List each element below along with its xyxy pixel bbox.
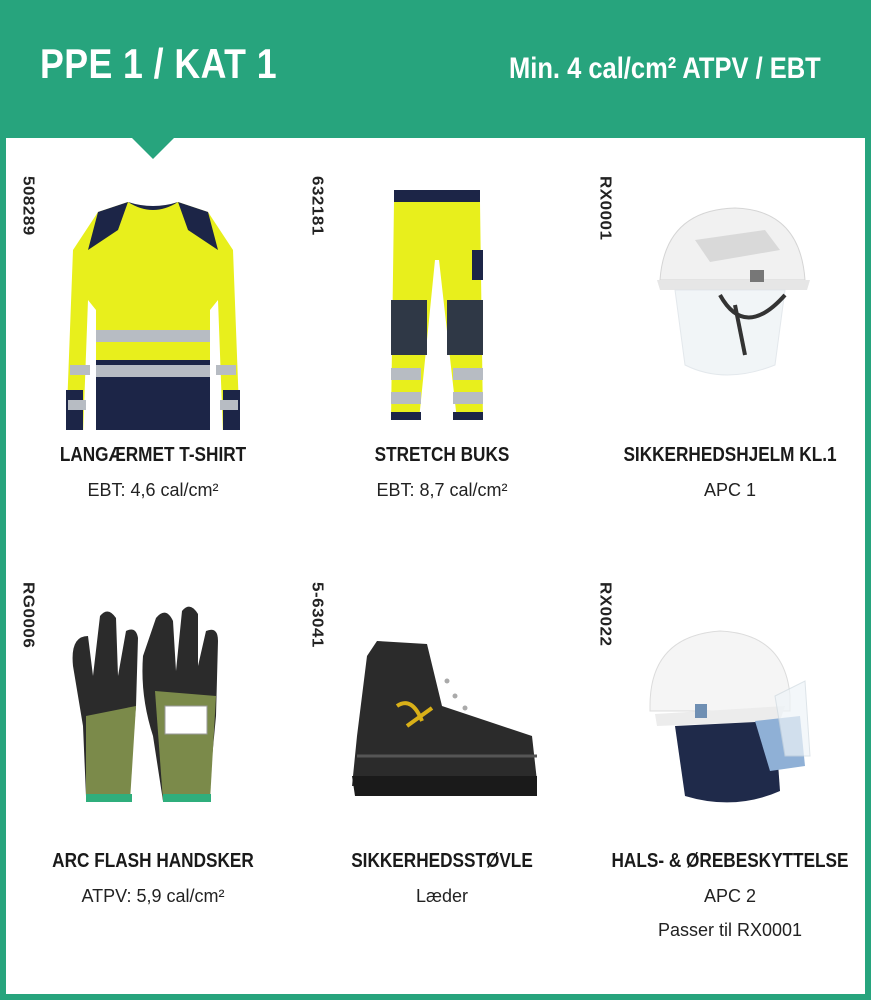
product-card	[297, 546, 587, 946]
helmet-neck-guard-icon	[635, 596, 825, 836]
product-card	[8, 546, 298, 946]
product-name: SIKKERHEDSSTØVLE	[351, 850, 533, 872]
trousers-icon	[347, 190, 537, 430]
product-spec: EBT: 4,6 cal/cm²	[87, 480, 219, 500]
product-card	[585, 140, 871, 540]
product-code: RX0001	[596, 176, 614, 241]
header-subtitle: Min. 4 cal/cm² ATPV / EBT	[509, 52, 821, 85]
long-sleeve-shirt-icon	[58, 190, 248, 430]
product-code: 508289	[19, 176, 37, 236]
product-code: 632181	[308, 176, 326, 236]
product-card	[8, 140, 298, 540]
product-code: 5-63041	[308, 582, 326, 648]
product-spec: Læder	[415, 886, 469, 906]
product-name: STRETCH BUKS	[374, 444, 510, 466]
product-name: HALS- & ØREBESKYTTELSE	[611, 850, 849, 872]
boot-icon	[347, 596, 537, 836]
product-spec: EBT: 8,7 cal/cm²	[376, 480, 508, 500]
product-name: LANGÆRMET T-SHIRT	[59, 444, 247, 466]
header-banner	[0, 0, 871, 140]
product-compatibility: Passer til RX0001	[657, 920, 803, 940]
product-name: SIKKERHEDSHJELM KL.1	[623, 444, 837, 466]
gloves-icon	[58, 596, 248, 836]
product-name: ARC FLASH HANDSKER	[52, 850, 254, 872]
product-code: RG0006	[19, 582, 37, 649]
product-card	[585, 546, 871, 946]
product-code: RX0022	[596, 582, 614, 647]
product-card	[297, 140, 587, 540]
product-spec: APC 2	[703, 886, 757, 906]
product-spec: ATPV: 5,9 cal/cm²	[81, 886, 225, 906]
page-title: PPE 1 / KAT 1	[40, 40, 277, 87]
helmet-icon	[635, 190, 825, 430]
product-spec: APC 1	[703, 480, 757, 500]
